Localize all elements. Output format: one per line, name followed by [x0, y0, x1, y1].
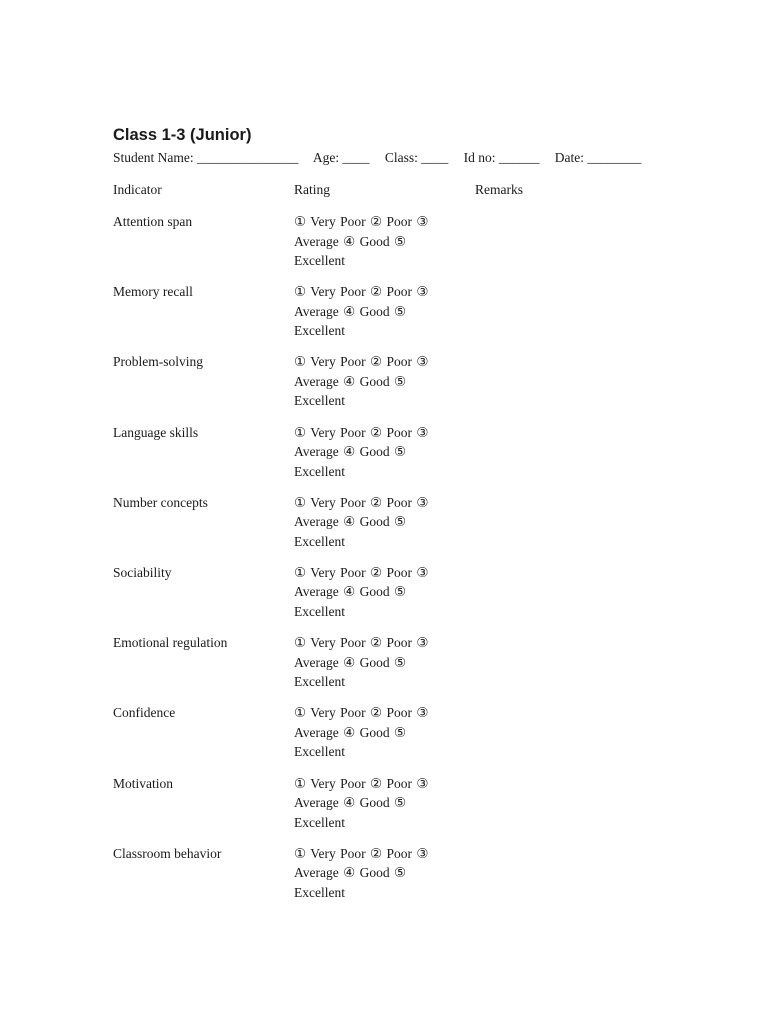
page-title: Class 1-3 (Junior): [113, 126, 252, 144]
indicator-cell: Attention span: [113, 214, 193, 229]
student-name-field[interactable]: Student Name: _______________: [113, 150, 299, 165]
date-field[interactable]: Date: ________: [554, 150, 642, 165]
header-remarks: Remarks: [475, 182, 523, 197]
rating-cell[interactable]: [294, 212, 475, 271]
indicator-cell: Problem-solving: [113, 354, 203, 370]
rating-cell[interactable]: [294, 703, 475, 762]
indicator-cell: Language skills: [113, 424, 199, 440]
table-row: [113, 844, 673, 914]
indicator-cell: Sociability: [113, 564, 172, 580]
table-body: [113, 212, 673, 914]
table-row: [113, 282, 673, 352]
rating-options[interactable]: ① Very Poor ② Poor ③ Average ④ Good ⑤ Excellent: [294, 284, 429, 339]
rating-options[interactable]: ① Very Poor ② Poor ③ Average ④ Good ⑤ Excellent: [294, 424, 429, 479]
id-no-field[interactable]: Id no: ______: [463, 150, 540, 165]
rating-cell[interactable]: [294, 352, 475, 411]
age-field[interactable]: Age: ____: [312, 150, 370, 165]
rating-options[interactable]: ① Very Poor ② Poor ③ Average ④ Good ⑤ Excellent: [294, 845, 429, 900]
table-row: [113, 703, 673, 773]
rating-cell[interactable]: [294, 282, 475, 341]
table-row: [113, 493, 673, 563]
table-row: [113, 563, 673, 633]
indicator-cell: Confidence: [113, 705, 176, 721]
student-info-line: [113, 148, 673, 168]
indicator-cell: Emotional regulation: [113, 635, 228, 651]
rating-cell[interactable]: [294, 423, 475, 482]
rating-cell[interactable]: [294, 633, 475, 692]
rating-options[interactable]: ① Very Poor ② Poor ③ Average ④ Good ⑤ Excellent: [294, 635, 429, 690]
table-header-row: [113, 180, 673, 212]
rating-options[interactable]: ① Very Poor ② Poor ③ Average ④ Good ⑤ Excellent: [294, 494, 429, 549]
table-row: [113, 633, 673, 703]
class-field[interactable]: Class: ____: [384, 150, 449, 165]
indicator-cell: Memory recall: [113, 284, 193, 300]
header-rating: Rating: [294, 182, 330, 197]
header-indicator: Indicator: [113, 182, 162, 197]
rating-cell[interactable]: [294, 563, 475, 622]
indicator-cell: Classroom behavior: [113, 845, 222, 861]
rating-options[interactable]: ① Very Poor ② Poor ③ Average ④ Good ⑤ Excellent: [294, 564, 429, 619]
rating-options[interactable]: ① Very Poor ② Poor ③ Average ④ Good ⑤ Excellent: [294, 775, 429, 830]
rating-options[interactable]: ① Very Poor ② Poor ③ Average ④ Good ⑤ Excellent: [294, 354, 429, 409]
table-row: [113, 212, 673, 282]
rating-cell[interactable]: [294, 774, 475, 833]
table-row: [113, 423, 673, 493]
indicator-cell: Motivation: [113, 775, 173, 791]
assessment-form: [113, 124, 673, 914]
rating-cell[interactable]: [294, 493, 475, 552]
rating-options[interactable]: ① Very Poor ② Poor ③ Average ④ Good ⑤ Excellent: [294, 705, 429, 760]
rating-options[interactable]: ① Very Poor ② Poor ③ Average ④ Good ⑤ Excellent: [294, 214, 429, 268]
table-row: [113, 352, 673, 422]
indicator-cell: Number concepts: [113, 494, 208, 510]
table-row: [113, 774, 673, 844]
assessment-table: [113, 180, 673, 914]
rating-cell[interactable]: [294, 844, 475, 903]
